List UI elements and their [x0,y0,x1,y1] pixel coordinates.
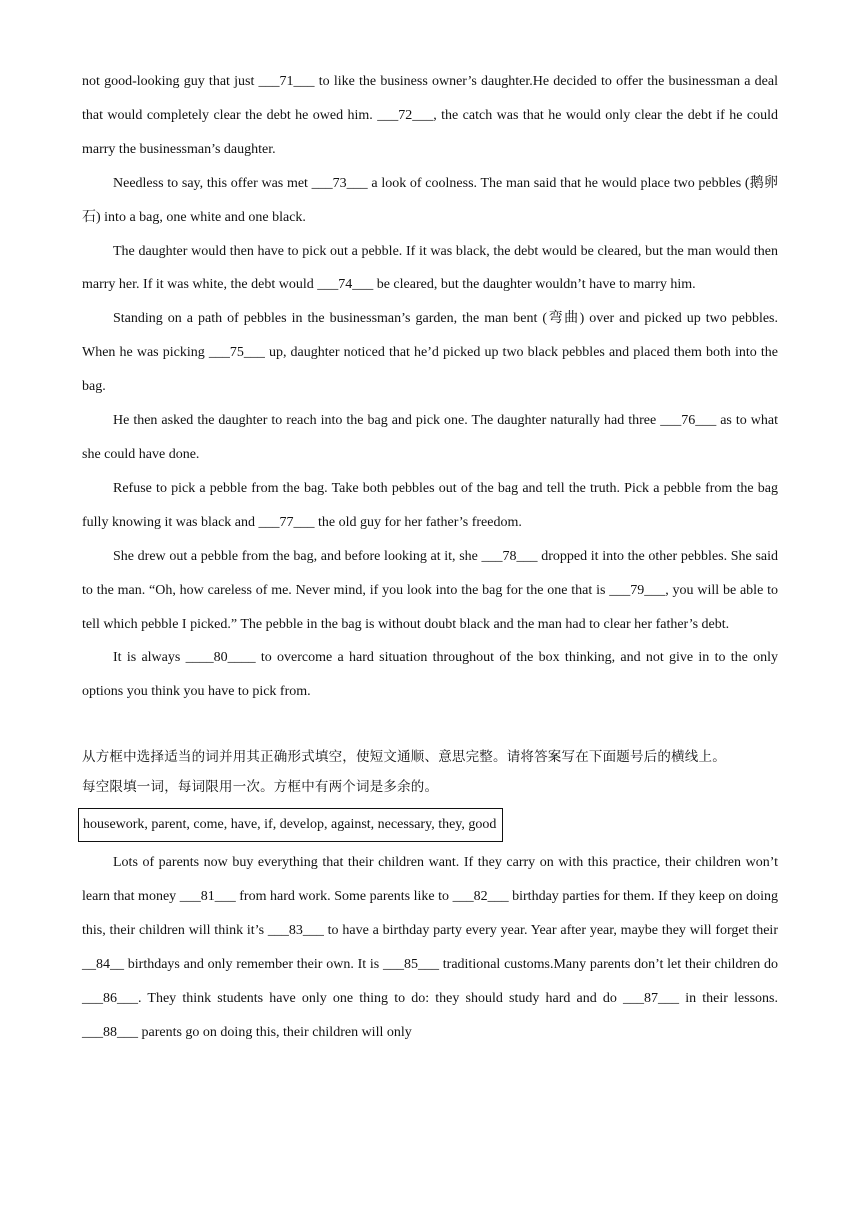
passage1-paragraph-4: Standing on a path of pebbles in the businessman’s garden, the man bent (弯曲) over and picked up two pebbles. When he was picking ___75___ up, daughter noticed that he’d picked up two black pebbles and placed them both into the bag. [82,311,778,395]
section-spacer [82,709,778,742]
instructions-line-2: 每空限填一词，每词限用一次。方框中有两个词是多余的。 [82,779,439,796]
passage1-paragraph-7: She drew out a pebble from the bag, and before looking at it, she ___78___ dropped it into the other pebbles. She said to the man. “Oh, how careless of me. Never mind, if you look into the bag for the one that is ___79___, you will be able to tell which pebble I picked.” The pebble in the bag is without doubt black and the man had to clear her father’s debt. [82,548,778,632]
passage1-paragraph-1: not good-looking guy that just ___71___ to like the business owner’s daughter.He decided to offer the businessman a deal that would completely clear the debt he owed him. ___72___, the catch was that he would only clear the debt if he could marry the businessman’s daughter. [82,74,778,157]
word-box [78,808,503,842]
passage1-paragraph-8: It is always ____80____ to overcome a hard situation throughout of the box thinking, and not give in to the only options you think you have to pick from. [82,650,778,700]
passage1-paragraph-2: Needless to say, this offer was met ___73___ a look of coolness. The man said that he would place two pebbles (鹅卵石) into a bag, one white and one black. [82,175,778,225]
passage1-paragraph-6: Refuse to pick a pebble from the bag. Take both pebbles out of the bag and tell the truth. Pick a pebble from the bag fully knowing it was black and ___77___ the old guy for her father’s freedom. [82,480,778,530]
passage1-paragraph-3: The daughter would then have to pick out a pebble. If it was black, the debt would be cleared, but the man would then marry her. If it was white, the debt would ___74___ be cleared, but the daughter wouldn’t have to marry him. [82,243,778,293]
passage1-paragraph-5: He then asked the daughter to reach into the bag and pick one. The daughter naturally had three ___76___ as to what she could have done. [82,413,778,462]
document-page [82,65,778,1050]
word-box-text: housework, parent, come, have, if, develop, against, necessary, they, good [83,817,497,833]
instructions-line-1: 从方框中选择适当的词并用其正确形式填空，使短文通顺、意思完整。请将答案写在下面题号后的横线上。 [82,749,726,766]
passage2-paragraph-1: Lots of parents now buy everything that their children want. If they carry on with this practice, their children won’t learn that money ___81___ from hard work. Some parents like to ___82___ birthday parties for them. If they keep on doing this, their children will think it’s ___83___ to have a birthday party every year. Year after year, maybe they will forget their __84__ birthdays and only remember their own. It is ___85___ traditional customs.Many parents don’t let their children do ___86___. They think students have only one thing to do: they should study hard and do ___87___ in their lessons. ___88___ parents go on doing this, their children will only [82,855,778,1040]
